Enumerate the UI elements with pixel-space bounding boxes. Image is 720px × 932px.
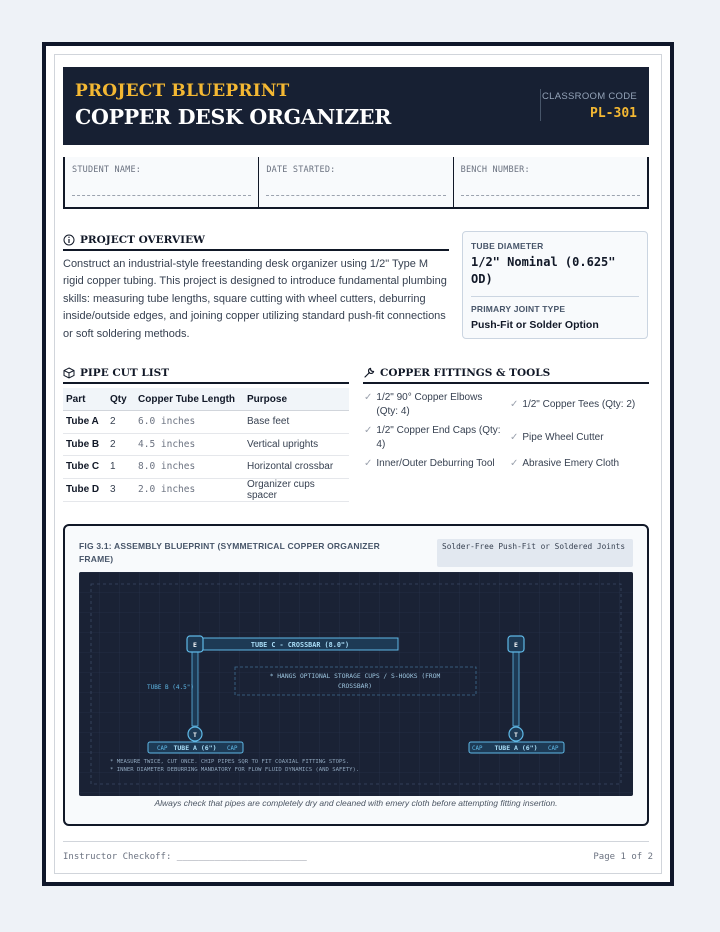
- blueprint-drawing: [79, 572, 633, 796]
- cell-qty: 3: [107, 478, 135, 501]
- student-name-label: STUDENT NAME:: [72, 165, 142, 175]
- fittings-heading: [363, 367, 550, 379]
- right-elbow-label: E: [514, 641, 518, 649]
- bench-number-field[interactable]: [454, 157, 647, 207]
- hang-note-line2: CROSSBAR): [337, 683, 373, 690]
- col-length: Copper Tube Length: [135, 388, 244, 411]
- fitting-item-label: Inner/Outer Deburring Tool: [376, 458, 495, 469]
- classroom-code-value: PL-301: [590, 106, 637, 121]
- header-supertitle: PROJECT BLUEPRINT: [75, 81, 290, 101]
- student-name-line: [72, 195, 251, 196]
- upright-label: TUBE B (4.5"): [147, 684, 194, 691]
- blueprint-note-2: * INNER DIAMETER DEBURRING MANDATORY FOR FLOW FLUID DYNAMICS (AND SAFETY).: [110, 767, 360, 773]
- cutlist-rule: [63, 382, 349, 384]
- instructor-checkoff: Instructor Checkoff: ________________________: [63, 852, 307, 862]
- cell-length: 8.0 inches: [135, 456, 244, 479]
- page-number: Page 1 of 2: [593, 852, 653, 862]
- fitting-item: [510, 398, 650, 412]
- date-started-label: DATE STARTED:: [266, 165, 336, 175]
- cut-list-table: [63, 388, 349, 502]
- cell-length: 2.0 inches: [135, 478, 244, 501]
- footer-rule: [63, 841, 649, 842]
- col-part: Part: [63, 388, 107, 411]
- fitting-item-label: 1/2" Copper End Caps (Qty: 4): [376, 425, 501, 450]
- spec-divider: [471, 296, 639, 297]
- blueprint-canvas: [79, 572, 633, 796]
- left-elbow-label: E: [193, 641, 197, 649]
- table-row: [63, 433, 349, 456]
- student-name-field[interactable]: [65, 157, 259, 207]
- wrench-icon: [363, 367, 375, 379]
- assembly-blueprint-figure: [63, 524, 649, 826]
- cell-purpose: Organizer cups spacer: [244, 478, 349, 501]
- cell-part: Tube D: [63, 478, 107, 501]
- cell-part: Tube B: [63, 433, 107, 456]
- joint-type-value: Push-Fit or Solder Option: [471, 319, 599, 331]
- bench-number-line: [461, 195, 640, 196]
- box-icon: [63, 367, 75, 379]
- header-banner: [63, 67, 649, 145]
- cell-qty: 2: [107, 433, 135, 456]
- col-qty: Qty: [107, 388, 135, 411]
- student-info-fields: [63, 157, 649, 209]
- bench-number-label: BENCH NUMBER:: [460, 165, 530, 175]
- cell-qty: 2: [107, 411, 135, 434]
- overview-heading: [63, 234, 205, 246]
- page-title: COPPER DESK ORGANIZER: [75, 105, 391, 129]
- right-cap-left: CAP: [472, 746, 483, 752]
- fitting-item: [510, 457, 650, 471]
- cell-purpose: Horizontal crossbar: [244, 456, 349, 479]
- fitting-item: [364, 424, 504, 452]
- overview-rule: [63, 249, 449, 251]
- cell-purpose: Vertical uprights: [244, 433, 349, 456]
- hang-note-line1: * HANGS OPTIONAL STORAGE CUPS / S-HOOKS (FROM: [269, 673, 441, 680]
- figure-tip: Always check that pipes are completely dry and cleaned with emery cloth before attempting fitting insertion.: [154, 798, 558, 808]
- left-cap-right: CAP: [227, 746, 238, 752]
- cell-qty: 1: [107, 456, 135, 479]
- left-foot-label: TUBE A (6"): [173, 744, 217, 752]
- fitting-item: [364, 457, 514, 471]
- spec-box: [462, 231, 648, 339]
- fitting-item-label: 1/2" Copper Tees (Qty: 2): [522, 399, 636, 410]
- table-row: [63, 478, 349, 501]
- joint-type-label: PRIMARY JOINT TYPE: [471, 304, 566, 314]
- left-cap-left: CAP: [157, 746, 168, 752]
- table-row: [63, 456, 349, 479]
- table-row: [63, 411, 349, 434]
- check-icon: ✓: [364, 392, 373, 403]
- table-header-row: [63, 388, 349, 411]
- fitting-item-label: 1/2" 90° Copper Elbows (Qty: 4): [376, 392, 483, 417]
- cell-length: 4.5 inches: [135, 433, 244, 456]
- joint-note-badge: Solder-Free Push-Fit or Soldered Joints: [437, 539, 633, 567]
- blueprint-note-1: * MEASURE TWICE, CUT ONCE. CHIP PIPES SQR TO FIT COAXIAL FITTING STOPS.: [110, 759, 350, 765]
- classroom-code-label: CLASSROOM CODE: [542, 91, 637, 102]
- check-icon: ✓: [510, 458, 519, 469]
- date-started-line: [266, 195, 445, 196]
- fitting-item-label: Pipe Wheel Cutter: [522, 432, 604, 443]
- fittings-rule: [363, 382, 649, 384]
- cell-length: 6.0 inches: [135, 411, 244, 434]
- check-icon: ✓: [364, 425, 373, 436]
- worksheet-page: [42, 42, 674, 886]
- fittings-heading-text: COPPER FITTINGS & TOOLS: [380, 367, 551, 379]
- check-icon: ✓: [364, 458, 373, 469]
- fitting-item: [364, 391, 504, 419]
- left-tee-label: T: [193, 731, 197, 739]
- cell-part: Tube A: [63, 411, 107, 434]
- col-purpose: Purpose: [244, 388, 349, 411]
- cutlist-heading: [63, 367, 169, 379]
- fitting-item-label: Abrasive Emery Cloth: [522, 458, 620, 469]
- crossbar-label: TUBE C - CROSSBAR (8.0"): [250, 641, 350, 649]
- classroom-code-box: [540, 89, 637, 121]
- info-icon: [63, 234, 75, 246]
- check-icon: ✓: [510, 399, 519, 410]
- fitting-item: [510, 431, 650, 445]
- tube-diameter-value: 1/2" Nominal (0.625" OD): [471, 255, 616, 286]
- right-tee-label: T: [514, 731, 518, 739]
- overview-heading-text: PROJECT OVERVIEW: [80, 234, 205, 246]
- cutlist-heading-text: PIPE CUT LIST: [80, 367, 170, 379]
- overview-text: Construct an industrial-style freestanding desk organizer using 1/2" Type M rigid copper tubing. This project is designed to introduce fundamental plumbing skills: measuring tube lengths, square cutting with wheel cutters, deburring inside/outside edges, and joining copper utilizing standard push-fit connections or soft soldering methods.: [63, 258, 447, 340]
- cell-purpose: Base feet: [244, 411, 349, 434]
- right-foot-label: TUBE A (6"): [494, 744, 538, 752]
- figure-caption: FIG 3.1: ASSEMBLY BLUEPRINT (SYMMETRICAL COPPER ORGANIZER FRAME): [79, 541, 380, 564]
- right-upright-tube: [513, 652, 519, 726]
- check-icon: ✓: [510, 432, 519, 443]
- cell-part: Tube C: [63, 456, 107, 479]
- tube-diameter-label: TUBE DIAMETER: [471, 241, 544, 251]
- date-started-field[interactable]: [259, 157, 453, 207]
- right-cap-right: CAP: [548, 746, 559, 752]
